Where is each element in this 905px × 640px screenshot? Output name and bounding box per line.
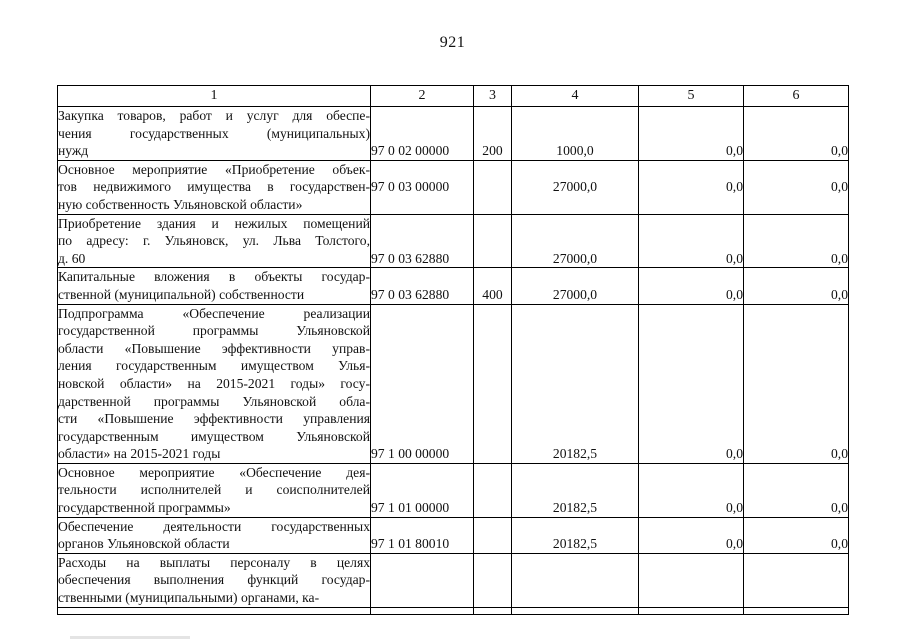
bottom-cell-3 bbox=[474, 607, 512, 614]
line-spacer bbox=[512, 518, 638, 536]
scan-bottom-edge bbox=[0, 634, 905, 640]
row-code-cell bbox=[371, 268, 474, 304]
line-spacer bbox=[371, 357, 473, 375]
row-amount-cell bbox=[512, 304, 639, 463]
row-amount-cell-value: 27000,0 bbox=[552, 286, 598, 302]
row-code-cell bbox=[371, 517, 474, 553]
line-spacer bbox=[639, 215, 743, 233]
line-spacer bbox=[474, 340, 511, 358]
row-amount-cell bbox=[512, 268, 639, 304]
line-spacer bbox=[744, 481, 848, 499]
row-col6-cell-value: 0,0 bbox=[831, 143, 848, 159]
row-amount-cell bbox=[512, 517, 639, 553]
line-spacer bbox=[371, 107, 473, 125]
column-header-6: 6 bbox=[744, 86, 849, 107]
line-spacer bbox=[744, 375, 848, 393]
row-type-cell bbox=[474, 517, 512, 553]
line-spacer bbox=[371, 393, 473, 411]
table-row bbox=[58, 304, 849, 463]
line-spacer bbox=[371, 375, 473, 393]
line-spacer bbox=[371, 340, 473, 358]
row-name-line: государственной программы Ульяновской bbox=[58, 323, 370, 339]
table-row bbox=[58, 214, 849, 268]
row-amount-cell-value: 27000,0 bbox=[552, 250, 598, 266]
table-row bbox=[58, 517, 849, 553]
budget-table-wrapper bbox=[57, 85, 848, 615]
row-amount-cell bbox=[512, 553, 639, 607]
row-code-cell bbox=[371, 463, 474, 517]
row-name-line: органов Ульяновской области bbox=[58, 536, 230, 552]
line-spacer bbox=[474, 305, 511, 323]
line-spacer bbox=[371, 305, 473, 323]
row-name-line: д. 60 bbox=[58, 250, 86, 266]
row-col6-cell-value: 0,0 bbox=[831, 536, 848, 552]
row-name-line: государственной программы» bbox=[58, 500, 231, 516]
line-spacer bbox=[474, 428, 511, 446]
row-code-cell-value: 97 1 01 00000 bbox=[371, 500, 450, 516]
row-col5-cell bbox=[639, 517, 744, 553]
line-spacer bbox=[639, 232, 743, 250]
line-spacer bbox=[744, 357, 848, 375]
row-name-line: новской области» на 2015-2021 годы» госу- bbox=[58, 375, 370, 391]
line-spacer bbox=[474, 322, 511, 340]
line-spacer bbox=[512, 268, 638, 286]
row-type-cell-value: 200 bbox=[482, 143, 503, 159]
line-spacer bbox=[474, 464, 511, 482]
row-col6-cell bbox=[744, 214, 849, 268]
line-spacer bbox=[512, 125, 638, 143]
row-amount-cell-value: 1000,0 bbox=[556, 143, 594, 159]
row-name-line: Основное мероприятие «Обеспечение дея- bbox=[58, 464, 370, 480]
row-col6-cell bbox=[744, 107, 849, 161]
row-name-line: тов недвижимого имущества в государствен- bbox=[58, 179, 370, 195]
line-spacer bbox=[639, 481, 743, 499]
row-col6-cell bbox=[744, 160, 849, 214]
line-spacer bbox=[512, 481, 638, 499]
line-spacer bbox=[371, 518, 473, 536]
budget-table bbox=[57, 85, 849, 615]
row-col5-cell-value: 0,0 bbox=[726, 286, 743, 302]
line-spacer bbox=[744, 305, 848, 323]
row-col5-cell-value: 0,0 bbox=[726, 446, 743, 462]
line-spacer bbox=[744, 518, 848, 536]
row-col6-cell-value: 0,0 bbox=[831, 250, 848, 266]
line-spacer bbox=[512, 305, 638, 323]
line-spacer bbox=[639, 305, 743, 323]
line-spacer bbox=[371, 428, 473, 446]
line-spacer bbox=[512, 161, 638, 179]
row-amount-cell bbox=[512, 107, 639, 161]
row-name-line: Подпрограмма «Обеспечение реализации bbox=[58, 305, 370, 321]
row-name-cell bbox=[58, 160, 371, 214]
row-col5-cell bbox=[639, 463, 744, 517]
row-col5-cell-value: 0,0 bbox=[726, 500, 743, 516]
row-name-cell bbox=[58, 214, 371, 268]
row-col6-cell bbox=[744, 553, 849, 607]
row-col6-cell-value: 0,0 bbox=[831, 286, 848, 302]
row-amount-cell bbox=[512, 463, 639, 517]
row-name-line: сти «Повышение эффективности управления bbox=[58, 411, 370, 427]
line-spacer bbox=[744, 125, 848, 143]
line-spacer bbox=[744, 410, 848, 428]
row-type-cell bbox=[474, 160, 512, 214]
row-col5-cell bbox=[639, 553, 744, 607]
row-col6-cell bbox=[744, 268, 849, 304]
row-type-cell bbox=[474, 304, 512, 463]
row-name-line: Приобретение здания и нежилых помещений bbox=[58, 215, 370, 231]
row-col5-cell-value: 0,0 bbox=[726, 143, 743, 159]
row-name-line: тельности исполнителей и соисполнителей bbox=[58, 482, 370, 498]
table-body bbox=[58, 107, 849, 608]
row-name-cell bbox=[58, 107, 371, 161]
row-col5-cell bbox=[639, 107, 744, 161]
line-spacer bbox=[371, 232, 473, 250]
row-name-line: Расходы на выплаты персоналу в целях bbox=[58, 554, 370, 570]
row-code-cell bbox=[371, 160, 474, 214]
row-code-cell-value: 97 1 01 80010 bbox=[371, 536, 450, 552]
line-spacer bbox=[474, 518, 511, 536]
row-col5-cell bbox=[639, 160, 744, 214]
line-spacer bbox=[512, 464, 638, 482]
line-spacer bbox=[371, 161, 473, 179]
row-col5-cell bbox=[639, 304, 744, 463]
column-header-1: 1 bbox=[58, 86, 371, 107]
bottom-cell-6 bbox=[744, 607, 849, 614]
row-col6-cell-value: 0,0 bbox=[831, 446, 848, 462]
line-spacer bbox=[474, 161, 511, 179]
row-code-cell-value: 97 0 03 62880 bbox=[371, 286, 450, 302]
row-code-cell bbox=[371, 214, 474, 268]
line-spacer bbox=[639, 518, 743, 536]
row-name-cell bbox=[58, 463, 371, 517]
row-name-line: Основное мероприятие «Приобретение объек- bbox=[58, 161, 370, 177]
page-number: 921 bbox=[439, 34, 466, 51]
row-col6-cell-value: 0,0 bbox=[831, 179, 848, 195]
line-spacer bbox=[744, 268, 848, 286]
line-spacer bbox=[512, 375, 638, 393]
row-code-cell bbox=[371, 553, 474, 607]
table-row bbox=[58, 107, 849, 161]
table-row bbox=[58, 268, 849, 304]
row-col6-cell-value: 0,0 bbox=[831, 500, 848, 516]
row-amount-cell bbox=[512, 160, 639, 214]
line-spacer bbox=[639, 340, 743, 358]
row-col5-cell-value: 0,0 bbox=[726, 179, 743, 195]
line-spacer bbox=[371, 125, 473, 143]
line-spacer bbox=[474, 232, 511, 250]
line-spacer bbox=[744, 428, 848, 446]
row-name-cell bbox=[58, 268, 371, 304]
line-spacer bbox=[639, 428, 743, 446]
line-spacer bbox=[474, 410, 511, 428]
line-spacer bbox=[639, 125, 743, 143]
row-amount-cell-value: 27000,0 bbox=[552, 179, 598, 195]
line-spacer bbox=[512, 215, 638, 233]
row-type-cell bbox=[474, 107, 512, 161]
line-spacer bbox=[744, 161, 848, 179]
row-name-line: Обеспечение деятельности государственных bbox=[58, 518, 370, 534]
line-spacer bbox=[512, 322, 638, 340]
line-spacer bbox=[512, 393, 638, 411]
row-name-line: ную собственность Ульяновской области» bbox=[58, 196, 303, 212]
row-code-cell-value: 97 0 02 00000 bbox=[371, 143, 450, 159]
line-spacer bbox=[639, 393, 743, 411]
line-spacer bbox=[371, 464, 473, 482]
row-col6-cell bbox=[744, 304, 849, 463]
line-spacer bbox=[512, 410, 638, 428]
line-spacer bbox=[371, 410, 473, 428]
row-col5-cell bbox=[639, 268, 744, 304]
line-spacer bbox=[474, 375, 511, 393]
scan-artifact bbox=[70, 636, 190, 639]
table-bottom-edge bbox=[58, 607, 849, 614]
line-spacer bbox=[474, 357, 511, 375]
line-spacer bbox=[371, 481, 473, 499]
table-row bbox=[58, 160, 849, 214]
line-spacer bbox=[512, 357, 638, 375]
line-spacer bbox=[371, 268, 473, 286]
row-name-line: Закупка товаров, работ и услуг для обеспе- bbox=[58, 108, 370, 123]
row-type-cell bbox=[474, 214, 512, 268]
row-type-cell-value: 400 bbox=[482, 286, 503, 302]
column-header-3: 3 bbox=[474, 86, 512, 107]
line-spacer bbox=[744, 322, 848, 340]
line-spacer bbox=[639, 268, 743, 286]
row-name-line: ственной (муниципальной) собственности bbox=[58, 286, 305, 302]
row-amount-cell-value: 20182,5 bbox=[552, 500, 598, 516]
row-name-line: государственным имуществом Ульяновской bbox=[58, 428, 370, 444]
row-name-line: области «Повышение эффективности управ- bbox=[58, 340, 370, 356]
line-spacer bbox=[744, 393, 848, 411]
line-spacer bbox=[474, 215, 511, 233]
line-spacer bbox=[744, 464, 848, 482]
line-spacer bbox=[639, 464, 743, 482]
row-name-line: нужд bbox=[58, 143, 89, 159]
row-name-line: по адресу: г. Ульяновск, ул. Льва Толстого, bbox=[58, 233, 370, 249]
row-name-cell bbox=[58, 553, 371, 607]
row-code-cell bbox=[371, 107, 474, 161]
line-spacer bbox=[744, 232, 848, 250]
line-spacer bbox=[474, 481, 511, 499]
line-spacer bbox=[512, 107, 638, 125]
row-name-cell bbox=[58, 517, 371, 553]
row-amount-cell bbox=[512, 214, 639, 268]
row-type-cell bbox=[474, 268, 512, 304]
line-spacer bbox=[639, 107, 743, 125]
row-name-cell bbox=[58, 304, 371, 463]
row-type-cell bbox=[474, 463, 512, 517]
line-spacer bbox=[371, 322, 473, 340]
row-code-cell-value: 97 0 03 00000 bbox=[371, 179, 450, 195]
column-header-4: 4 bbox=[512, 86, 639, 107]
row-name-line: ственными (муниципальными) органами, ка- bbox=[58, 590, 320, 606]
line-spacer bbox=[744, 215, 848, 233]
table-row bbox=[58, 463, 849, 517]
line-spacer bbox=[639, 410, 743, 428]
row-code-cell bbox=[371, 304, 474, 463]
line-spacer bbox=[474, 107, 511, 125]
line-spacer bbox=[512, 340, 638, 358]
line-spacer bbox=[744, 107, 848, 125]
column-header-2: 2 bbox=[371, 86, 474, 107]
line-spacer bbox=[639, 375, 743, 393]
line-spacer bbox=[744, 340, 848, 358]
bottom-cell-4 bbox=[512, 607, 639, 614]
row-col5-cell-value: 0,0 bbox=[726, 250, 743, 266]
row-amount-cell-value: 20182,5 bbox=[552, 536, 598, 552]
line-spacer bbox=[639, 357, 743, 375]
row-code-cell-value: 97 1 00 00000 bbox=[371, 446, 450, 462]
row-name-line: Капитальные вложения в объекты государ- bbox=[58, 269, 370, 285]
column-header-5: 5 bbox=[639, 86, 744, 107]
line-spacer bbox=[474, 268, 511, 286]
row-code-cell-value: 97 0 03 62880 bbox=[371, 250, 450, 266]
table-row bbox=[58, 553, 849, 607]
row-name-line: ления государственным имуществом Улья- bbox=[58, 358, 370, 374]
bottom-cell-1 bbox=[58, 607, 371, 614]
line-spacer bbox=[474, 125, 511, 143]
table-header-row bbox=[58, 86, 849, 107]
row-name-line: области» на 2015-2021 годы bbox=[58, 446, 221, 462]
row-name-line: дарственной программы Ульяновской обла- bbox=[58, 393, 370, 409]
row-name-line: чения государственных (муниципальных) bbox=[58, 125, 370, 141]
row-type-cell bbox=[474, 553, 512, 607]
row-col5-cell bbox=[639, 214, 744, 268]
row-col6-cell bbox=[744, 463, 849, 517]
row-name-line: обеспечения выполнения функций государ- bbox=[58, 572, 370, 588]
line-spacer bbox=[371, 215, 473, 233]
bottom-cell-2 bbox=[371, 607, 474, 614]
line-spacer bbox=[474, 393, 511, 411]
row-col5-cell-value: 0,0 bbox=[726, 536, 743, 552]
line-spacer bbox=[512, 232, 638, 250]
line-spacer bbox=[639, 161, 743, 179]
line-spacer bbox=[639, 322, 743, 340]
row-col6-cell bbox=[744, 517, 849, 553]
bottom-cell-5 bbox=[639, 607, 744, 614]
row-amount-cell-value: 20182,5 bbox=[552, 446, 598, 462]
line-spacer bbox=[512, 428, 638, 446]
